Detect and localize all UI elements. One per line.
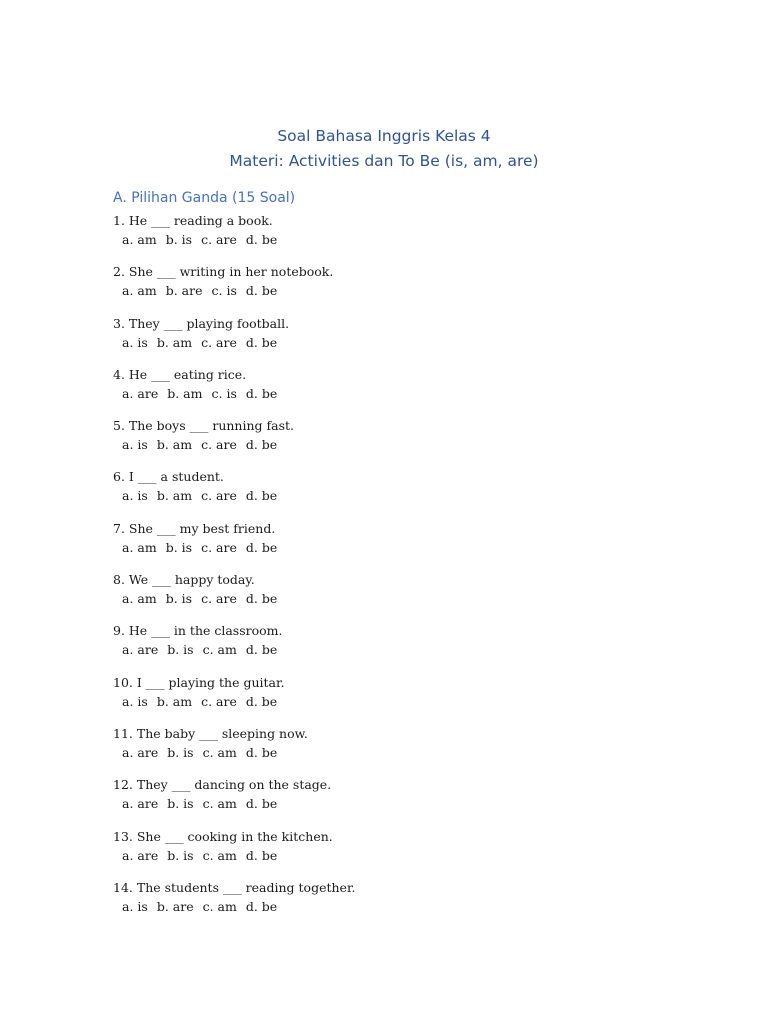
answer-option: b. is [167, 642, 194, 658]
answer-option: a. is [122, 488, 148, 504]
answer-option: a. are [122, 385, 159, 401]
answer-option: b. is [165, 539, 193, 555]
answer-option: c. are [201, 232, 237, 247]
answer-option: d. be [245, 385, 278, 401]
answer-option: b. are [156, 898, 194, 914]
answer-options [113, 846, 713, 865]
answer-option: a. are [122, 796, 159, 812]
answer-option: a. am [122, 591, 157, 607]
question-item [113, 314, 713, 365]
answer-option: a. is [122, 437, 148, 453]
answer-option: b. is [165, 591, 193, 607]
answer-options [113, 384, 713, 403]
question-text: 13. She ___ cooking in the kitchen. [113, 828, 333, 844]
answer-option: a. am [122, 232, 157, 247]
answer-option: d. be [245, 232, 278, 247]
answer-option: c. are [201, 693, 237, 709]
question-text: 2. She ___ writing in her notebook. [113, 264, 334, 280]
answer-option: b. is [167, 744, 194, 760]
answer-option: b. am [156, 488, 193, 504]
answer-options [113, 281, 713, 300]
answer-option: c. are [201, 591, 237, 607]
question-item [113, 211, 713, 262]
answer-option: c. am [202, 744, 237, 760]
answer-option: d. be [245, 642, 278, 658]
question-text: 10. I ___ playing the guitar. [113, 674, 285, 690]
document-subtitle: Materi: Activities dan To Be (is, am, are) [229, 152, 539, 170]
answer-option: b. are [165, 283, 203, 299]
question-item [113, 262, 713, 313]
question-item [113, 621, 713, 672]
answer-option: b. am [156, 437, 193, 453]
answer-option: d. be [245, 744, 278, 760]
answer-option: b. am [167, 385, 203, 401]
answer-option: c. am [202, 796, 237, 812]
answer-options [113, 743, 713, 762]
answer-option: b. am [156, 334, 193, 350]
answer-option: b. is [167, 796, 194, 812]
question-item [113, 467, 713, 518]
answer-option: d. be [245, 591, 278, 607]
answer-option: d. be [245, 437, 278, 453]
answer-option: a. is [122, 898, 148, 914]
answer-option: b. am [156, 693, 193, 709]
answer-option: a. are [122, 642, 159, 658]
answer-option: d. be [245, 796, 278, 812]
section-heading: A. Pilihan Ganda (15 Soal) [113, 190, 296, 206]
answer-options [113, 897, 713, 916]
question-text: 8. We ___ happy today. [113, 572, 255, 588]
question-item [113, 365, 713, 416]
question-text: 14. The students ___ reading together. [113, 879, 356, 895]
question-list [113, 211, 713, 929]
answer-options [113, 230, 713, 249]
question-item [113, 519, 713, 570]
answer-option: c. am [202, 847, 237, 863]
answer-option: d. be [245, 283, 278, 299]
question-item [113, 775, 713, 826]
answer-option: d. be [245, 898, 278, 914]
answer-option: c. am [202, 642, 237, 658]
question-item [113, 724, 713, 775]
answer-options [113, 486, 713, 505]
answer-option: c. are [201, 334, 237, 350]
answer-options [113, 640, 713, 659]
answer-option: d. be [245, 334, 278, 350]
answer-options [113, 692, 713, 711]
answer-option: a. are [122, 744, 159, 760]
answer-option: a. is [122, 693, 148, 709]
answer-option: b. is [165, 232, 193, 247]
document-title: Soal Bahasa Inggris Kelas 4 [277, 127, 491, 145]
answer-option: c. are [201, 488, 237, 504]
question-text: 9. He ___ in the classroom. [113, 623, 283, 639]
answer-options [113, 589, 713, 608]
question-text: 7. She ___ my best friend. [113, 520, 276, 536]
question-text: 12. They ___ dancing on the stage. [113, 777, 332, 793]
answer-option: d. be [245, 693, 278, 709]
question-text: 3. They ___ playing football. [113, 315, 290, 331]
answer-option: c. am [202, 898, 237, 914]
question-text: 5. The boys ___ running fast. [113, 418, 294, 434]
answer-option: c. are [201, 437, 237, 453]
answer-option: c. are [201, 539, 237, 555]
answer-options [113, 794, 713, 813]
answer-option: c. is [211, 385, 237, 401]
question-text: 11. The baby ___ sleeping now. [113, 725, 308, 741]
answer-option: b. is [167, 847, 194, 863]
question-text: 4. He ___ eating rice. [113, 366, 247, 382]
question-text: 6. I ___ a student. [113, 469, 224, 485]
answer-option: d. be [245, 847, 278, 863]
answer-options [113, 435, 713, 454]
answer-option: d. be [245, 539, 278, 555]
question-text: 1. He ___ reading a book. [113, 213, 273, 228]
answer-options [113, 538, 713, 557]
answer-option: c. is [211, 283, 237, 299]
answer-option: d. be [245, 488, 278, 504]
question-item [113, 827, 713, 878]
question-item [113, 878, 713, 929]
answer-option: a. am [122, 539, 157, 555]
answer-option: a. are [122, 847, 159, 863]
question-item [113, 673, 713, 724]
answer-options [113, 333, 713, 352]
title-block [0, 124, 768, 174]
question-item [113, 570, 713, 621]
answer-option: a. is [122, 334, 148, 350]
answer-option: a. am [122, 283, 157, 299]
question-item [113, 416, 713, 467]
